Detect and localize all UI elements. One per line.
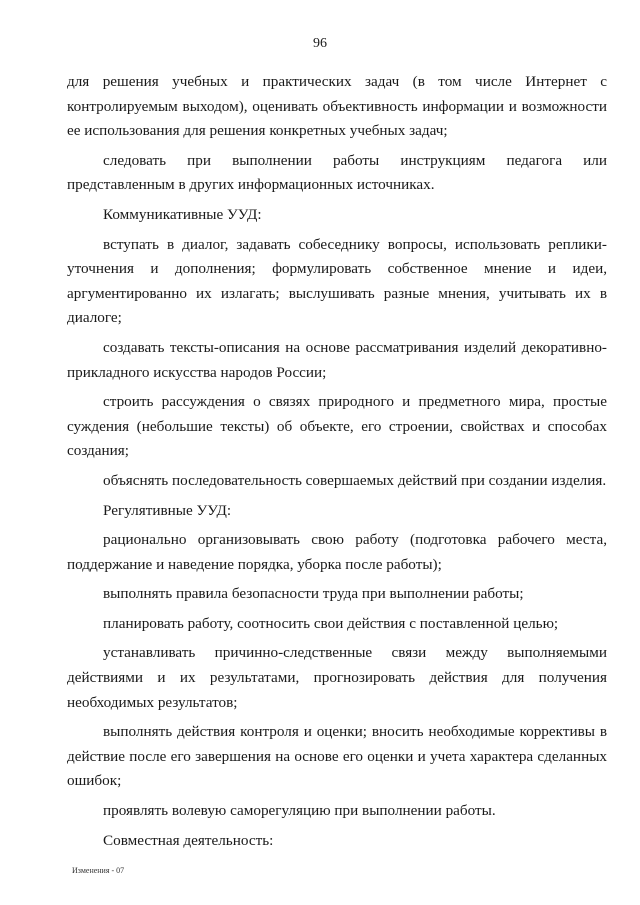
paragraph-continuation: для решения учебных и практических задач (в том числе Интернет с контролируемым выходом), оценивать объективность информации и возможности ее использования для решения конкретных учебных задач; bbox=[67, 73, 607, 140]
paragraph-safety-rules: выполнять правила безопасности труда при выполнении работы; bbox=[103, 585, 524, 603]
paragraph-control: выполнять действия контроля и оценки; вносить необходимые коррективы в действие после его завершения на основе его оценки и учета характера сделанных ошибок; bbox=[67, 723, 607, 790]
paragraph-self-regulation: проявлять волевую саморегуляцию при выполнении работы. bbox=[103, 802, 496, 820]
paragraph-plan-work: планировать работу, соотносить свои действия с поставленной целью; bbox=[103, 614, 559, 632]
document-body bbox=[67, 70, 607, 853]
heading-joint-activity: Совместная деятельность: bbox=[103, 831, 274, 849]
paragraph-reasoning: строить рассуждения о связях природного и предметного мира, простые суждения (небольшие тексты) об объекте, его строении, свойствах и способах создания; bbox=[67, 393, 607, 460]
revision-note: Изменения - 07 bbox=[72, 866, 125, 875]
heading-regulatory: Регулятивные УУД: bbox=[103, 501, 232, 519]
paragraph-cause-effect: устанавливать причинно-следственные связи между выполняемыми действиями и их результатами, прогнозировать действия для получения необходимых результатов; bbox=[67, 644, 607, 711]
paragraph-dialogue: вступать в диалог, задавать собеседнику вопросы, использовать реплики-уточнения и дополнения; формулировать собственное мнение и идеи, аргументированно их излагать; выслушивать разные мнения, учитывать их в диалоге; bbox=[67, 235, 607, 327]
page-number: 96 bbox=[313, 36, 327, 51]
heading-communicative: Коммуникативные УУД: bbox=[103, 205, 262, 223]
paragraph-explain-sequence: объяснять последовательность совершаемых действий при создании изделия. bbox=[103, 471, 607, 489]
paragraph-organize-work: рационально организовывать свою работу (подготовка рабочего места, поддержание и наведение порядка, уборка после работы); bbox=[67, 531, 607, 573]
paragraph-descriptions: создавать тексты-описания на основе рассматривания изделий декоративно-прикладного искусства народов России; bbox=[67, 338, 607, 381]
paragraph-follow-instructions: следовать при выполнении работы инструкциям педагога или представленным в других информационных источниках. bbox=[67, 151, 607, 194]
